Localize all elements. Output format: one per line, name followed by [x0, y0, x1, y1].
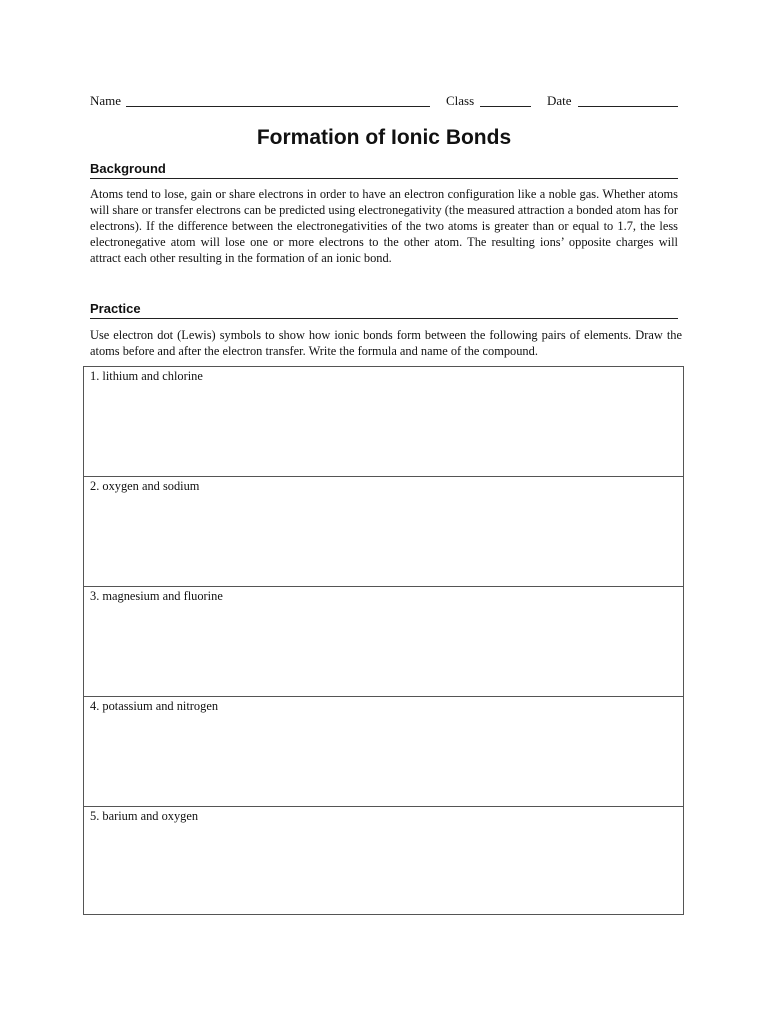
practice-item-label: 1. lithium and chlorine	[90, 369, 203, 383]
practice-item-label: 3. magnesium and fluorine	[90, 589, 223, 603]
practice-item-5[interactable]	[84, 807, 683, 914]
practice-item-2[interactable]	[84, 477, 683, 587]
background-heading: Background	[90, 161, 678, 179]
student-info-row	[90, 92, 680, 110]
date-blank[interactable]	[578, 106, 678, 107]
practice-instructions: Use electron dot (Lewis) symbols to show how ionic bonds form between the following pairs of elements. Draw the atoms before and after the electron transfer. Write the formula and name of the compound.	[90, 328, 682, 358]
practice-item-3[interactable]	[84, 587, 683, 697]
date-label: Date	[547, 93, 572, 108]
practice-item-label: 5. barium and oxygen	[90, 809, 199, 823]
practice-item-1[interactable]	[84, 367, 683, 477]
page-title: Formation of Ionic Bonds	[256, 126, 512, 149]
name-blank[interactable]	[126, 106, 430, 107]
background-text: Atoms tend to lose, gain or share electrons in order to have an electron configuration like a noble gas. Whether atoms will share or transfer electrons can be predicted using electronegativity (the measured attraction a bonded atom has for electrons). If the difference between the electronegativities of the two atoms is greater than or equal to 1.7, the less electronegative atom will lose one or more electrons to the other atom. The resulting ions’ opposite charges will attract each other resulting in the formation of an ionic bond.	[90, 187, 678, 265]
class-blank[interactable]	[480, 106, 531, 107]
practice-item-4[interactable]	[84, 697, 683, 807]
practice-item-label: 2. oxygen and sodium	[90, 479, 200, 493]
practice-item-label: 4. potassium and nitrogen	[90, 699, 219, 713]
class-label: Class	[446, 93, 475, 108]
name-label: Name	[90, 93, 122, 108]
practice-heading: Practice	[90, 301, 678, 319]
practice-answer-table	[83, 366, 684, 915]
